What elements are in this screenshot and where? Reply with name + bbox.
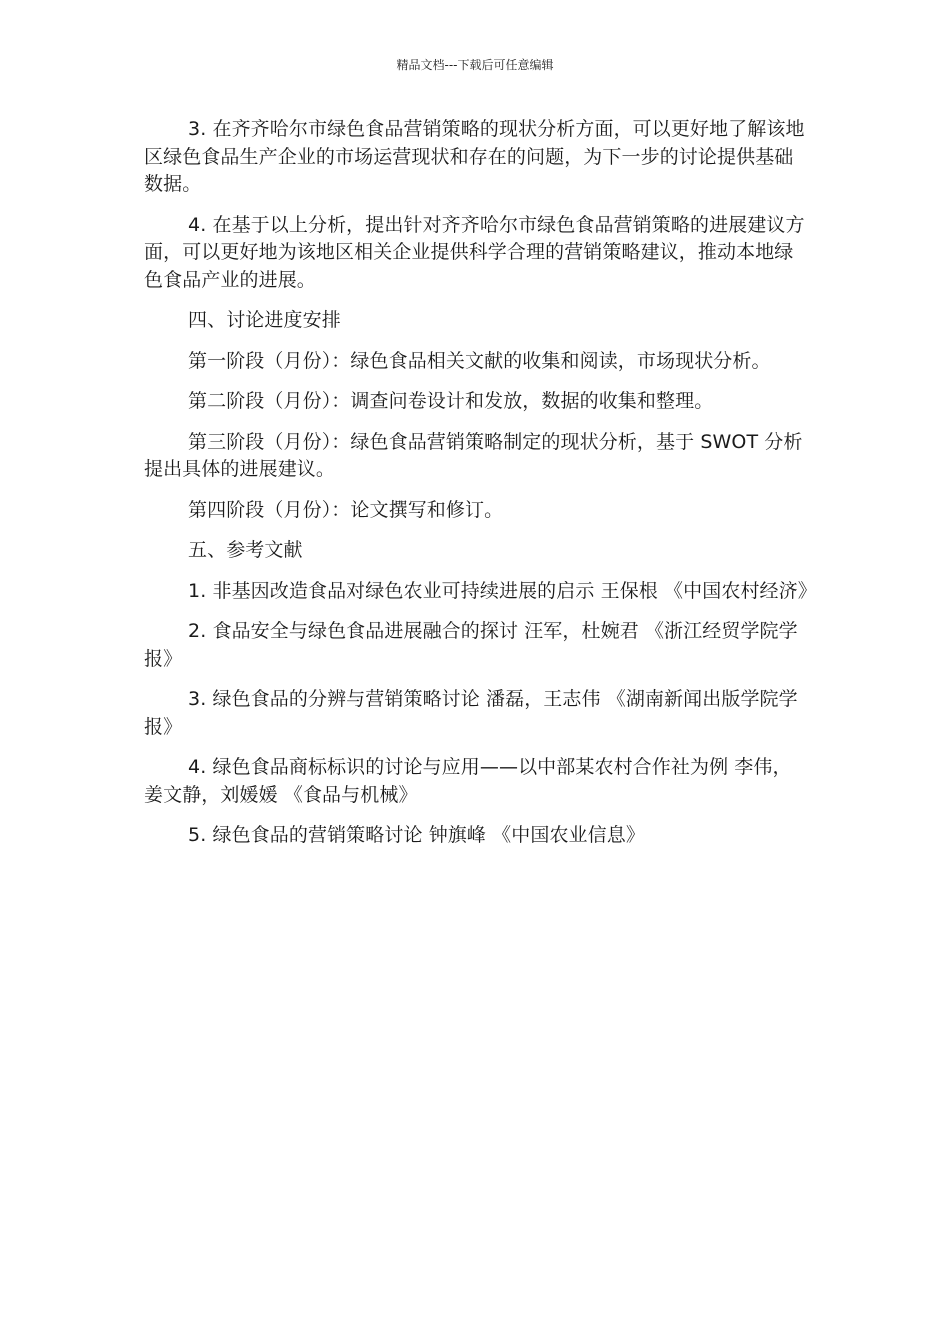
reference-item-5: 5. 绿色食品的营销策略讨论 钟旗峰 《中国农业信息》 — [188, 824, 645, 846]
reference-item-4: 4. 绿色食品商标标识的讨论与应用——以中部某农村合作社为例 李伟，姜文静，刘媛媛 《食品与机械》 — [144, 756, 792, 806]
reference-item-3: 3. 绿色食品的分辨与营销策略讨论 潘磊，王志伟 《湖南新闻出版学院学报》 — [144, 688, 798, 738]
document-body — [144, 116, 817, 863]
page-header: 精品文档---下载后可任意编辑 — [396, 58, 554, 72]
section-heading-references: 五、参考文献 — [188, 539, 303, 561]
reference-item-2: 2. 食品安全与绿色食品进展融合的探讨 汪军，杜婉君 《浙江经贸学院学报》 — [144, 620, 798, 670]
schedule-stage-2: 第二阶段（月份）：调查问卷设计和发放，数据的收集和整理。 — [188, 390, 714, 412]
schedule-stage-4: 第四阶段（月份）：论文撰写和修订。 — [188, 498, 504, 521]
schedule-stage-3: 第三阶段（月份）：绿色食品营销策略制定的现状分析，基于 SWOT 分析提出具体的进展建议。 — [144, 430, 803, 480]
schedule-stage-1: 第一阶段（月份）：绿色食品相关文献的收集和阅读，市场现状分析。 — [188, 349, 771, 372]
section-heading-schedule: 四、讨论进度安排 — [188, 309, 341, 331]
paragraph-research-significance-4: 4. 在基于以上分析，提出针对齐齐哈尔市绿色食品营销策略的进展建议方面，可以更好地为该地区相关企业提供科学合理的营销策略建议，推动本地绿色食品产业的进展。 — [144, 213, 805, 291]
paragraph-research-significance-3: 3. 在齐齐哈尔市绿色食品营销策略的现状分析方面，可以更好地了解该地区绿色食品生产企业的市场运营现状和存在的问题，为下一步的讨论提供基础数据。 — [144, 118, 805, 195]
reference-item-1: 1. 非基因改造食品对绿色农业可持续进展的启示 王保根 《中国农村经济》 — [188, 579, 817, 602]
